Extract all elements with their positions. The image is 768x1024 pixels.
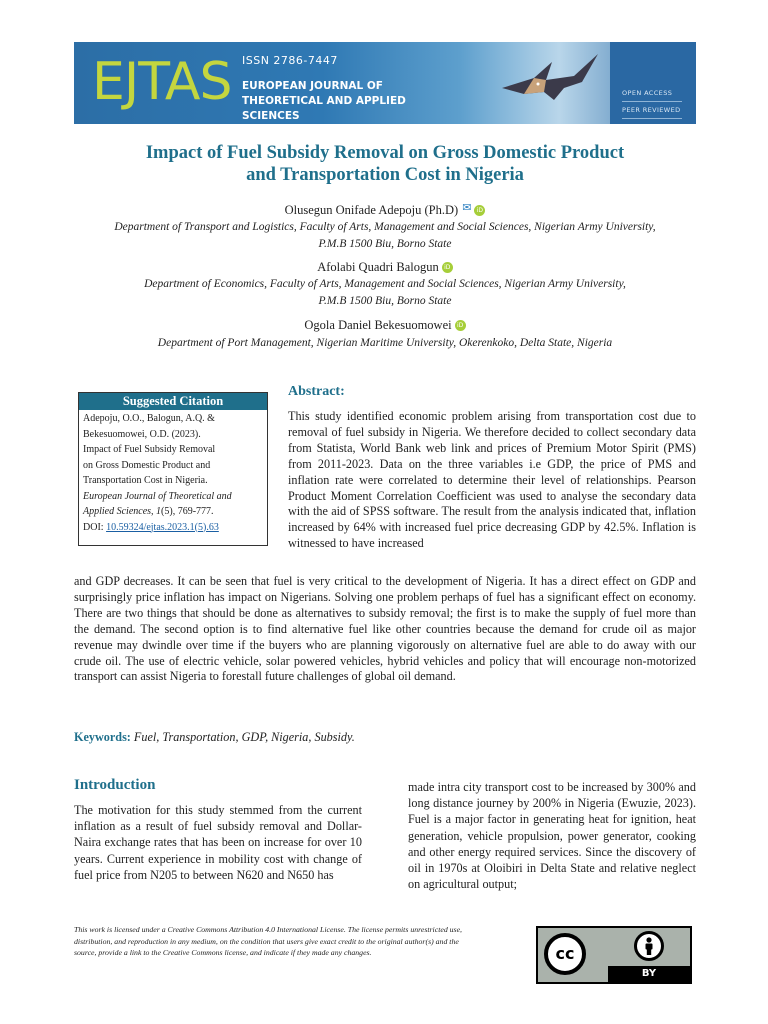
author-3: Ogola Daniel Bekesuomowei iD (74, 318, 696, 333)
citation-heading: Suggested Citation (79, 393, 267, 410)
email-icon[interactable]: ✉ (462, 202, 472, 214)
abstract-text-part1: This study identified economic problem arising from transportation cost due to removal of fuel subsidy in Nigeria. We therefore decided to collect secondary data from Statista, World Bank web link and prices of Premium Motor Spirit (PMS) from 2011-2023. Data on the three variables i.e GDP, the price of PMS and inflation rate were correlated to determine their level of relationships. Pearson Product Moment Correlation Coefficient was used to analyse the secondary data with the aid of SPSS software. The result from the analysis indicated that, inflation increased by 64% with increased fuel price decreasing GDP by 42.5%. Inflation is witnessed to have increased (288, 409, 696, 551)
open-access-label: OPEN ACCESS (622, 85, 682, 102)
affiliation-3: Department of Port Management, Nigerian Maritime University, Okerenkoko, Delta State, Nigeria (157, 337, 613, 349)
peer-reviewed-label: PEER REVIEWED (622, 102, 682, 119)
by-label: BY (608, 966, 690, 982)
affiliation-2: Department of Economics, Faculty of Arts, Management and Social Sciences, Nigerian Army University, P.M.B 1500 Biu, Borno State (144, 278, 626, 307)
attribution-icon (608, 928, 690, 982)
introduction-column-1: The motivation for this study stemmed from the current inflation as a result of fuel subsidy removal and Dollar-Naira exchange rates that has been on increase for over 10 years. Current experience in mobility cost with change of fuel price from N205 to between N620 and N650 has (74, 803, 362, 882)
journal-name: EUROPEAN JOURNAL OF THEORETICAL AND APPLIED SCIENCES (242, 80, 406, 122)
keywords: Keywords: Fuel, Transportation, GDP, Nigeria, Subsidy. (74, 730, 355, 744)
affiliation-1: Department of Transport and Logistics, Faculty of Arts, Management and Social Sciences, Nigerian Army University, P.M.B 1500 Biu, Borno State (114, 221, 656, 250)
journal-logo: EJTAS (92, 52, 232, 112)
orcid-icon[interactable]: iD (474, 205, 485, 216)
cc-icon: cc (544, 933, 586, 975)
introduction-heading: Introduction (74, 777, 156, 793)
access-badges (622, 85, 682, 119)
doi-link[interactable]: 10.59324/ejtas.2023.1(5).63 (106, 521, 219, 533)
author-1: Olusegun Onifade Adepoju (Ph.D) ✉ iD (74, 201, 696, 218)
abstract-heading: Abstract: (288, 384, 345, 399)
article-title: Impact of Fuel Subsidy Removal on Gross Domestic Product and Transportation Cost in Nigeria (145, 143, 625, 185)
journal-banner (74, 42, 696, 124)
abstract-text-part2: and GDP decreases. It can be seen that fuel is very critical to the development of Nigeria. It has a direct effect on GDP and surprisingly price inflation has impact on Nigerians. Solving one problem perhaps of fuel has a significant effect on economy. There are two things that should be done as alternatives to subsidy removal; the first is to make the supply of fuel more than the demand. The second option is to find alternative fuel like other countries because the demand for crude oil as major revenue may dwindle over time if the buyers who are planning vigorously on alternative fuel are able to do away with our crude oil. The use of electric vehicle, solar powered vehicles, hybrid vehicles and policy that will encourage non-motorized transport can assist Nigeria to forestall future challenges of global oil demand. (74, 574, 696, 684)
orcid-icon[interactable]: iD (455, 320, 466, 331)
issn: ISSN 2786-7447 (242, 54, 338, 67)
license-notice: This work is licensed under a Creative Commons Attribution 4.0 International License. The license permits unrestricted use, distribution, and reproduction in any medium, on the condition that users give exact credit to the original author(s) and the source, provide a link to the Creative Commons license, and indicate if they made any changes. (74, 925, 463, 957)
creative-commons-badge[interactable] (536, 926, 692, 984)
citation-text: Adepoju, O.O., Balogun, A.Q. & Bekesuomowei, O.D. (2023). Impact of Fuel Subsidy Removal on Gross Domestic Product and Transportation Cost in Nigeria. European Journal of Theoretical and Applied Sciences, 1(5), 769-777. DOI: 10.59324/ejtas.2023.1(5).63 (83, 413, 232, 533)
suggested-citation-box (78, 392, 268, 546)
orcid-icon[interactable]: iD (442, 262, 453, 273)
introduction-column-2: made intra city transport cost to be increased by 300% and long distance journey by 200% in Nigeria (Ewuzie, 2023). Fuel is a major factor in generating heat for ignition, heat generation, vehicle propulsion, power generator, cooking and other energy required services. Since the discovery of oil in 1970s at Oloibiri in Delta State and relative neglect on agricultural output; (408, 780, 696, 892)
swallow-bird-icon (494, 48, 604, 120)
person-icon (634, 931, 664, 961)
author-2: Afolabi Quadri Balogun iD (74, 260, 696, 275)
